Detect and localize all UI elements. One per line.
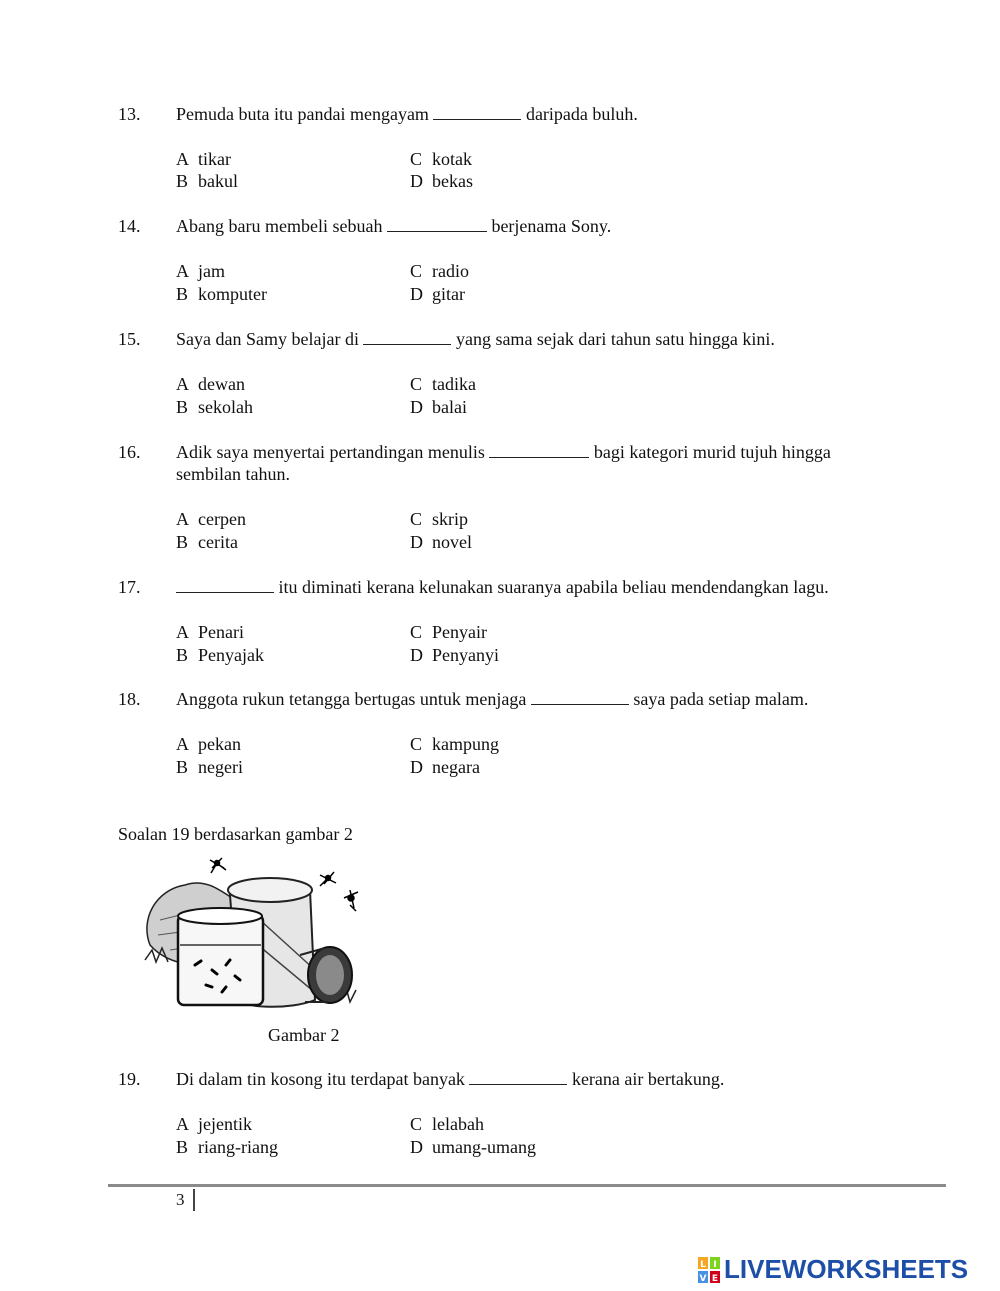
answer-blank[interactable]	[433, 105, 521, 120]
logo-letter-l: L	[700, 1259, 706, 1270]
logo-letter-e: E	[711, 1273, 719, 1283]
option-c[interactable]: C tadika	[410, 374, 476, 394]
option-d[interactable]: D balai	[410, 397, 467, 417]
liveworksheets-logo[interactable]	[698, 1254, 968, 1285]
option-c[interactable]: C skrip	[410, 509, 468, 529]
option-c[interactable]: C kotak	[410, 149, 472, 169]
question-number: 19.	[118, 1069, 141, 1089]
option-a[interactable]: A pekan	[176, 734, 241, 754]
option-c[interactable]: C Penyair	[410, 622, 487, 642]
option-a[interactable]: A jam	[176, 261, 225, 281]
option-b[interactable]: B sekolah	[176, 397, 253, 417]
question-number: 17.	[118, 577, 141, 597]
answer-blank[interactable]	[489, 443, 589, 458]
page-number: 3	[176, 1190, 185, 1209]
question-text-line2: sembilan tahun.	[176, 464, 290, 484]
answer-blank[interactable]	[363, 330, 451, 345]
option-a[interactable]: A tikar	[176, 149, 231, 169]
option-a[interactable]: A jejentik	[176, 1114, 252, 1134]
question-number: 15.	[118, 329, 141, 349]
brand-name: LIVEWORKSHEETS	[724, 1254, 969, 1284]
question-text: Saya dan Samy belajar di yang sama sejak dari tahun satu hingga kini.	[176, 329, 775, 349]
question-text: Abang baru membeli sebuah berjenama Sony.	[176, 216, 612, 236]
option-c[interactable]: C kampung	[410, 734, 499, 754]
option-a[interactable]: A cerpen	[176, 509, 246, 529]
option-c[interactable]: C radio	[410, 261, 469, 281]
logo-letter-i: I	[713, 1259, 717, 1270]
figure-tin-cans-illustration	[140, 850, 380, 1020]
liveworksheets-icon	[698, 1257, 720, 1283]
option-d[interactable]: D gitar	[410, 284, 465, 304]
option-d[interactable]: D umang-umang	[410, 1137, 536, 1157]
figure-caption: Gambar 2	[268, 1025, 340, 1045]
option-d[interactable]: D bekas	[410, 171, 473, 191]
footer-divider	[108, 1184, 946, 1187]
question-number: 18.	[118, 689, 141, 709]
option-b[interactable]: B komputer	[176, 284, 267, 304]
option-b[interactable]: B bakul	[176, 171, 238, 191]
answer-blank[interactable]	[387, 217, 487, 232]
logo-letter-v: V	[699, 1273, 707, 1283]
question-text: Adik saya menyertai pertandingan menulis bagi kategori murid tujuh hingga	[176, 442, 831, 462]
answer-blank[interactable]	[469, 1070, 567, 1085]
question-text: Di dalam tin kosong itu terdapat banyak kerana air bertakung.	[176, 1069, 725, 1089]
question-number: 16.	[118, 442, 141, 462]
question-text: Anggota rukun tetangga bertugas untuk menjaga saya pada setiap malam.	[176, 689, 809, 709]
option-a[interactable]: A Penari	[176, 622, 244, 642]
option-b[interactable]: B Penyajak	[176, 645, 264, 665]
option-c[interactable]: C lelabah	[410, 1114, 484, 1134]
question-number: 14.	[118, 216, 141, 236]
option-b[interactable]: B riang-riang	[176, 1137, 278, 1157]
option-b[interactable]: B negeri	[176, 757, 243, 777]
section-note: Soalan 19 berdasarkan gambar 2	[118, 824, 353, 844]
page-number-bar	[193, 1189, 195, 1211]
answer-blank[interactable]	[531, 690, 629, 705]
question-text: itu diminati kerana kelunakan suaranya apabila beliau mendendangkan lagu.	[176, 577, 829, 598]
option-d[interactable]: D Penyanyi	[410, 645, 499, 665]
question-text: Pemuda buta itu pandai mengayam daripada buluh.	[176, 104, 638, 124]
option-b[interactable]: B cerita	[176, 532, 238, 552]
option-a[interactable]: A dewan	[176, 374, 245, 394]
option-d[interactable]: D negara	[410, 757, 480, 777]
question-number: 13.	[118, 104, 141, 124]
answer-blank[interactable]	[176, 578, 274, 593]
option-d[interactable]: D novel	[410, 532, 472, 552]
